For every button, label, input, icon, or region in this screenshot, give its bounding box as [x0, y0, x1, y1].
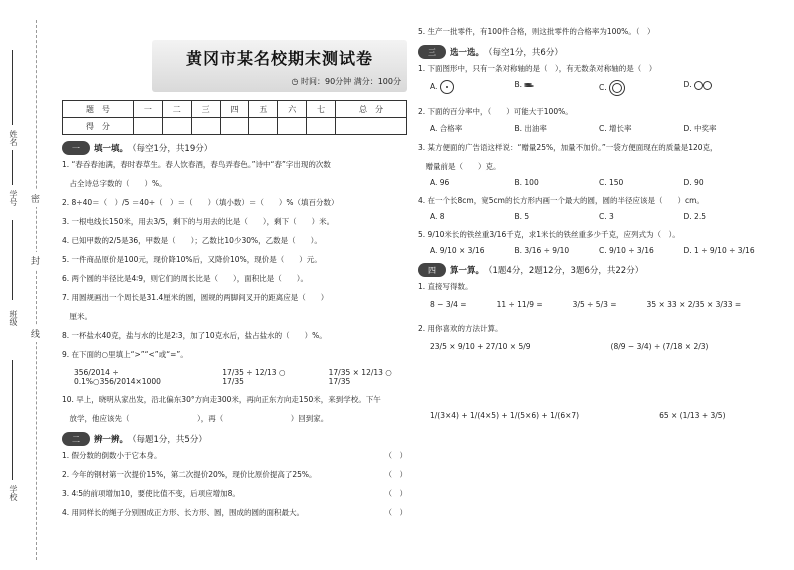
section-badge: 一: [62, 141, 90, 155]
section-badge: 二: [62, 432, 90, 446]
option-letter: D.: [683, 80, 692, 89]
compare-row: [74, 368, 407, 386]
calc-item: (8/9 − 3/4) ÷ (7/18 × 2/3): [610, 342, 709, 351]
judge-answer-box[interactable]: （ ）: [384, 470, 407, 479]
option[interactable]: A. 96: [430, 178, 450, 187]
section-1-header: [62, 141, 407, 155]
cut-line: [36, 20, 37, 560]
score-header-row: [63, 101, 407, 118]
judge-item: [62, 488, 407, 500]
judge-text: 3. 4∶5的前项增加10，要使比值不变，后项应增加8。: [62, 489, 240, 498]
section-note: （每空1分，共6分）: [484, 48, 563, 58]
score-head-cell: 五: [249, 101, 278, 118]
judge-item: [62, 450, 407, 462]
question: 放学，他应该先（ ），再（ ）回到家。: [62, 414, 329, 423]
option[interactable]: D. 2.5: [683, 212, 706, 221]
compare-item: 17/35 × 12/13 ○ 17/35: [328, 368, 392, 386]
question: 7. 用圆规画出一个周长是31.4厘米的圆，圆规的两脚间叉开的距离应是（ ）: [62, 293, 329, 302]
option-d[interactable]: [684, 80, 769, 96]
option[interactable]: A. 8: [430, 212, 445, 221]
option[interactable]: D. 中奖率: [683, 124, 717, 133]
score-label-cell: 得 分: [63, 118, 134, 135]
section-title: 选一选。: [450, 48, 485, 58]
binding-strip: [6, 20, 46, 560]
score-head-cell: 三: [191, 101, 220, 118]
score-input-cell[interactable]: [307, 118, 336, 135]
question: 4. 已知甲数的2/5是36，甲数是（ ）；乙数比10少30%，乙数是（ ）。: [62, 236, 322, 245]
judge-answer-box[interactable]: （ ）: [384, 489, 407, 498]
figure-options: [430, 80, 768, 96]
options: [430, 212, 768, 221]
judge-text: 1. 假分数的倒数小于它本身。: [62, 451, 162, 460]
exam-full-score: 满分：100分: [353, 77, 401, 86]
calc-item: 3/5 ÷ 5/3 =: [572, 300, 617, 309]
school-line: [12, 360, 13, 480]
option[interactable]: B. 出油率: [514, 124, 547, 133]
question: 赠量前是（ ）克。: [418, 162, 501, 171]
compare-item: 356/2014 ÷ 0.1%○356/2014×1000: [74, 368, 161, 386]
score-input-cell[interactable]: [162, 118, 191, 135]
section-note: （每题1分，共5分）: [128, 435, 207, 445]
calc-item: 1/(3×4) + 1/(4×5) + 1/(5×6) + 1/(6×7): [430, 411, 580, 420]
score-head-cell: 六: [278, 101, 307, 118]
calc-row: [430, 411, 768, 420]
score-input-cell[interactable]: [220, 118, 249, 135]
section-note: （每空1分，共19分）: [128, 144, 213, 154]
option[interactable]: B. 100: [514, 178, 539, 187]
score-head-cell: 一: [133, 101, 162, 118]
id-label: 学号: [9, 190, 18, 206]
exam-meta: [291, 76, 401, 87]
left-column: [62, 18, 407, 526]
score-head-cell: 四: [220, 101, 249, 118]
question: 占全诗总字数的（ ）%。: [62, 179, 167, 188]
calc-item: 23/5 × 9/10 + 27/10 × 5/9: [430, 342, 531, 351]
options: [430, 178, 768, 187]
options: [430, 246, 768, 255]
question: 6. 两个圆的半径比是4∶9，则它们的周长比是（ ），面积比是（ ）。: [62, 274, 309, 283]
option[interactable]: C. 3: [599, 212, 614, 221]
direct-calc-row: [430, 300, 768, 309]
section-title: 算一算。: [450, 266, 485, 276]
title-banner: [152, 40, 407, 92]
calc-item: 65 × (1/13 + 3/5): [659, 411, 726, 420]
option[interactable]: C. 9/10 ÷ 3/16: [599, 246, 654, 255]
seal-xian: 线: [31, 325, 40, 342]
right-column: [418, 18, 768, 428]
option[interactable]: C. 增长率: [599, 124, 632, 133]
three-circles-figure: [694, 80, 712, 89]
question: 5. 9/10米长的铁丝重3/16千克，求1米长的铁丝重多少千克，应列式为（ ）。: [418, 230, 680, 239]
judge-answer-box[interactable]: （ ）: [384, 508, 407, 517]
score-value-row: [63, 118, 407, 135]
calc-item: 8 − 3/4 =: [430, 300, 467, 309]
section-4-header: [418, 263, 768, 277]
options: [430, 123, 768, 134]
question: 2. 8÷40＝（ ）/5 ＝40÷（ ）＝（ ）（填小数）＝（ ）%（填百分数）: [62, 198, 339, 207]
option-b[interactable]: [515, 80, 600, 96]
score-input-cell[interactable]: [278, 118, 307, 135]
option[interactable]: A. 9/10 × 3/16: [430, 246, 485, 255]
school-label: 学校: [9, 485, 18, 501]
score-head-cell: 二: [162, 101, 191, 118]
concentric-circles-figure: [609, 80, 625, 96]
option[interactable]: A. 合格率: [430, 124, 463, 133]
question: 8. 一杯盐水40克，盐与水的比是2∶3，加了10克水后，盐占盐水的（ ）%。: [62, 331, 327, 340]
judge-text: 4. 用同样长的绳子分别围成正方形、长方形、圆，围成的圆的面积最大。: [62, 508, 305, 517]
option[interactable]: D. 1 ÷ 9/10 ÷ 3/16: [683, 246, 755, 255]
score-input-cell[interactable]: [133, 118, 162, 135]
exam-header: [62, 18, 407, 98]
seal-mi: 密: [31, 190, 40, 207]
question: 3. 一根电线长150米，用去3/5，剩下的与用去的比是（ ），剩下（ ）米。: [62, 217, 335, 226]
option-c[interactable]: [599, 80, 684, 96]
judge-item: [62, 469, 407, 481]
section-3-header: [418, 45, 768, 59]
judge-item: 5. 生产一批零件，有100件合格，则这批零件的合格率为100%。（ ）: [418, 27, 655, 36]
calc-item: 11 ÷ 11/9 =: [496, 300, 543, 309]
circle-with-dot-figure: [440, 80, 454, 94]
option[interactable]: D. 90: [683, 178, 704, 187]
calc-row: [430, 342, 768, 351]
section-badge: 三: [418, 45, 446, 59]
option-letter: B.: [514, 80, 523, 89]
judge-text: 2. 今年的钢材第一次提价15%，第二次提价20%，现价比原价提高了25%。: [62, 470, 317, 479]
score-head-cell: 七: [307, 101, 336, 118]
clock-icon: ◷: [291, 77, 299, 86]
question: 2. 用你喜欢的方法计算。: [418, 324, 503, 333]
score-table: [62, 100, 407, 135]
score-head-cell: 总 分: [336, 101, 407, 118]
option-a[interactable]: [430, 80, 515, 96]
section-note: （1题4分，2题12分，3题6分，共22分）: [484, 266, 644, 276]
question: 厘米。: [62, 312, 92, 321]
name-line: [12, 50, 13, 125]
score-input-cell[interactable]: [249, 118, 278, 135]
id-line: [12, 150, 13, 185]
calc-item: 35 × 33 × 2/35 × 3/33 =: [646, 300, 742, 309]
class-line: [12, 220, 13, 300]
section-2-header: [62, 432, 407, 446]
question: 9. 在下面的○里填上“>”“<”或“=”。: [62, 350, 188, 359]
stacked-circles-figure: [524, 83, 534, 87]
section-badge: 四: [418, 263, 446, 277]
section-title: 填一填。: [94, 144, 129, 154]
option-letter: C.: [599, 83, 607, 92]
score-input-cell[interactable]: [336, 118, 407, 135]
question: 10. 早上，晓明从家出发，沿北偏东30°方向走300米，再向正东方向走150米，来到学校。下午: [62, 395, 381, 404]
seal-feng: 封: [31, 252, 40, 269]
question: 3. 某方便面的广告语这样说：“赠量25%，加量不加价。”一袋方便面现在的质量是120克，: [418, 143, 718, 152]
question: 1. 直接写得数。: [418, 282, 473, 291]
name-label: 姓名: [9, 130, 18, 146]
exam-title: 黄冈市某名校期末测试卷: [185, 49, 373, 68]
class-label: 班级: [9, 310, 18, 326]
section-title: 辨一辨。: [94, 435, 129, 445]
exam-time: 时间：90分钟: [300, 77, 352, 86]
score-head-cell: 题 号: [63, 101, 134, 118]
judge-item: [62, 507, 407, 519]
option[interactable]: B. 3/16 ÷ 9/10: [514, 246, 570, 255]
question: 4. 在一个长8cm，宽5cm的长方形内画一个最大的圆，圆的半径应该是（ ）cm。: [418, 196, 704, 205]
question: 1. 下面图形中，只有一条对称轴的是（ ），有无数条对称轴的是（ ）: [418, 64, 657, 73]
score-input-cell[interactable]: [191, 118, 220, 135]
question: 5. 一件商品原价是100元，现价降10%后，又降价10%，现价是（ ）元。: [62, 255, 322, 264]
judge-answer-box[interactable]: （ ）: [384, 451, 407, 460]
question: 2. 下面的百分率中，（ ）可能大于100%。: [418, 107, 573, 116]
option[interactable]: B. 5: [514, 212, 530, 221]
compare-item: 17/35 ÷ 12/13 ○ 17/35: [222, 368, 286, 386]
option[interactable]: C. 150: [599, 178, 624, 187]
question: 1. “春吞春池满，春时春草生。春人饮春酒，春鸟弄春色。”诗中“春”字出现的次数: [62, 160, 331, 169]
option-letter: A.: [430, 82, 438, 91]
